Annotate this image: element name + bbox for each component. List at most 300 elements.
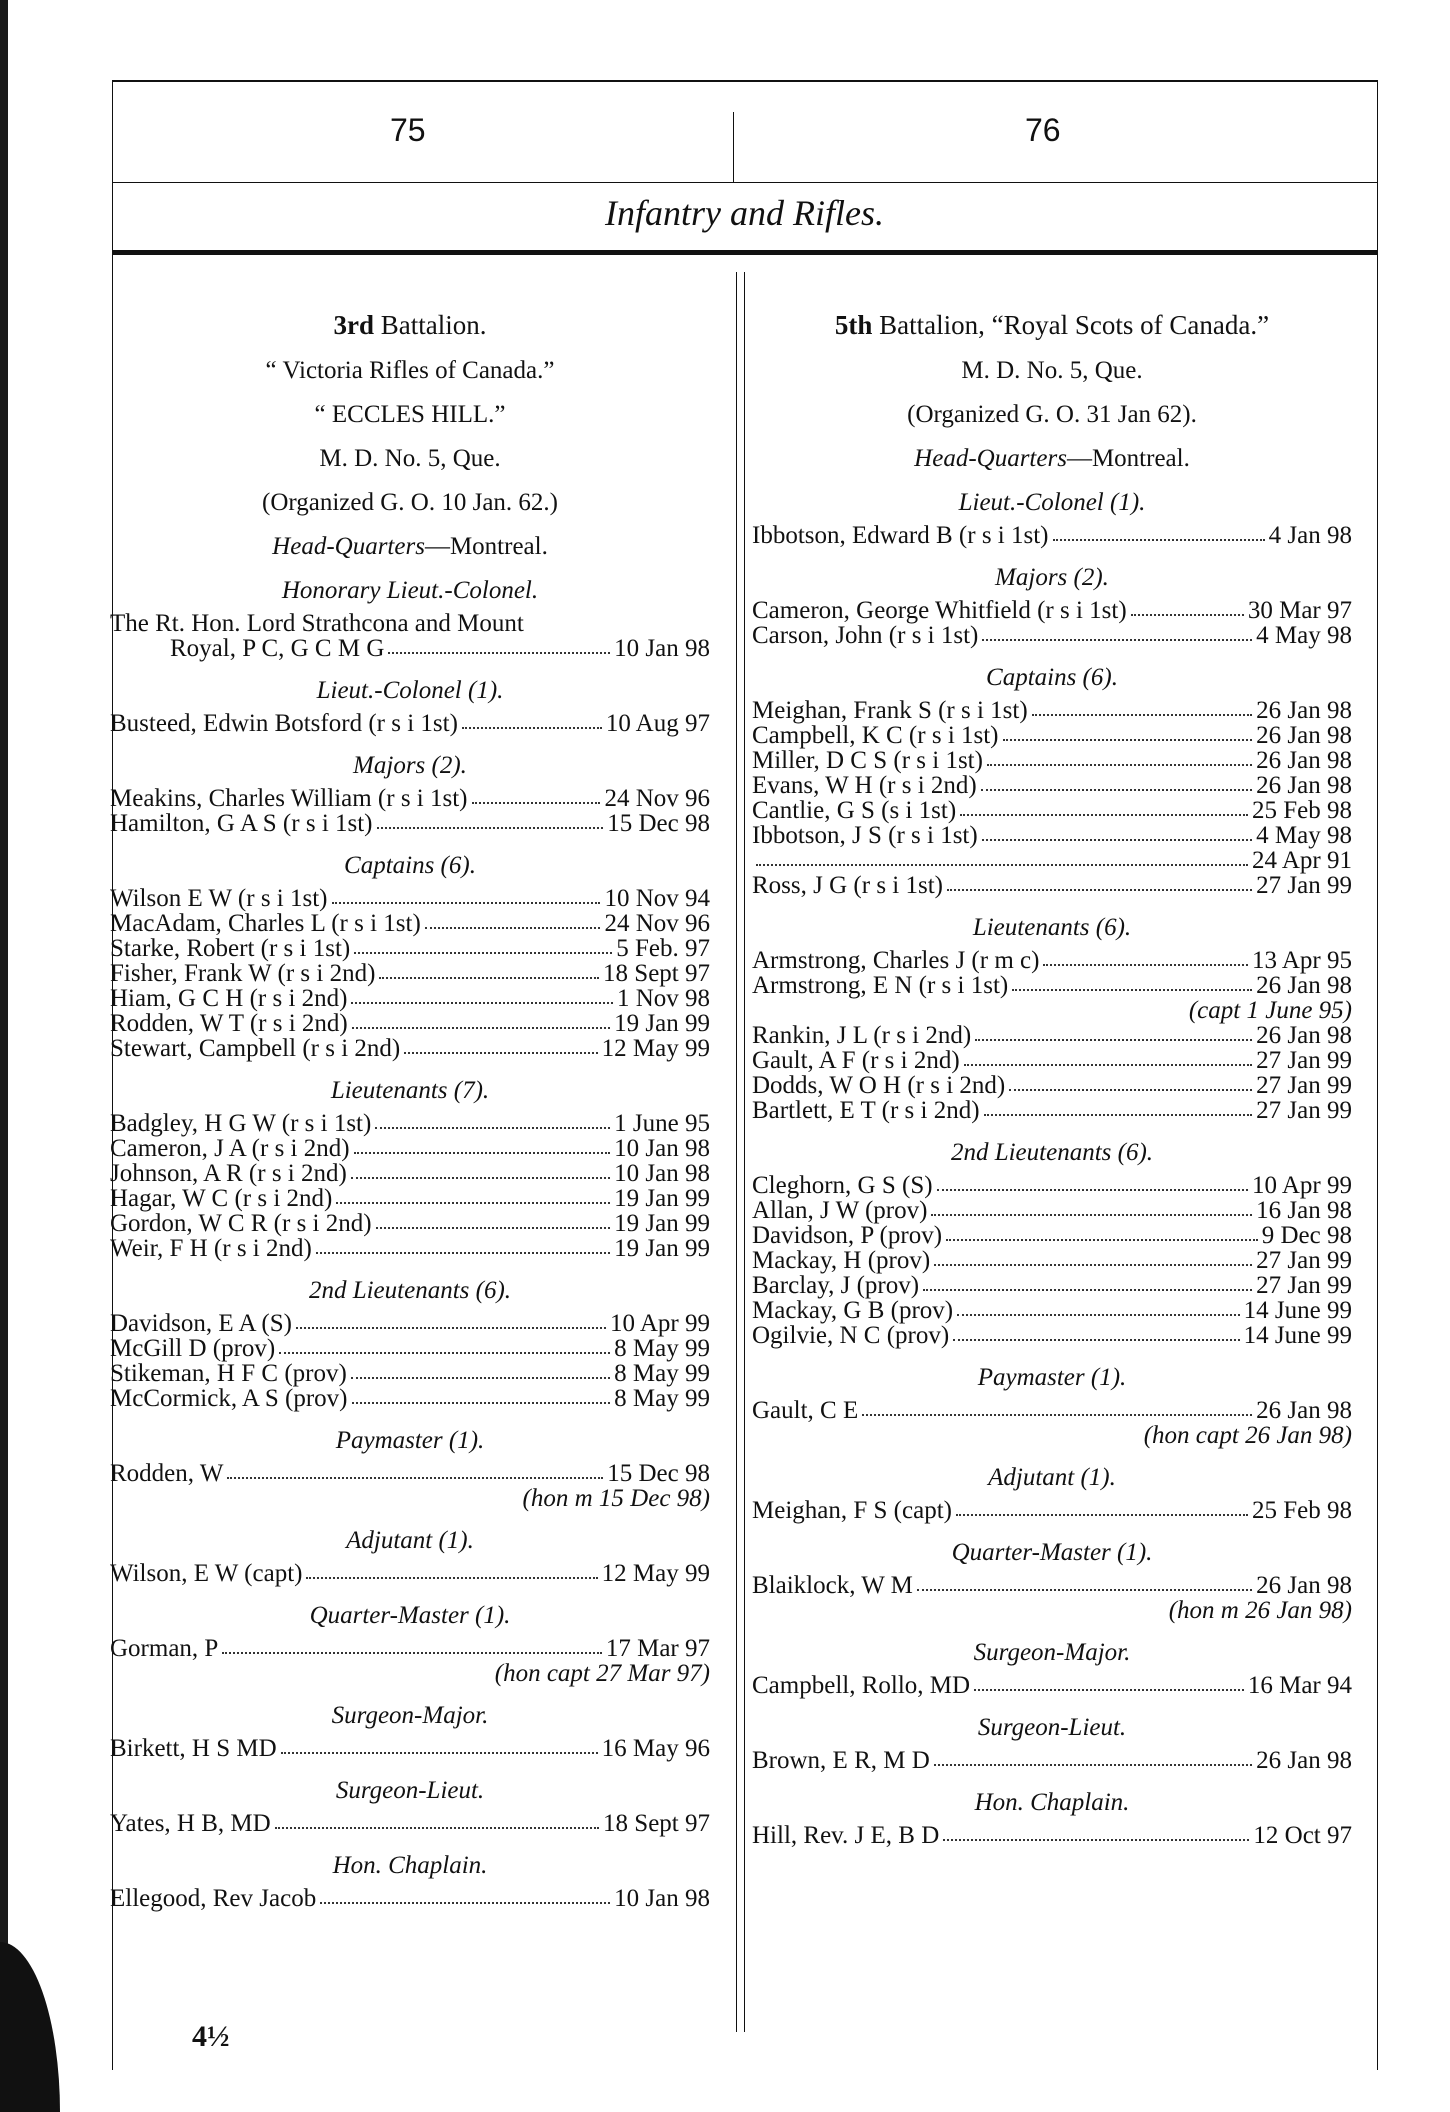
entry-name: Davidson, E A (S) — [110, 1310, 292, 1337]
rank-section — [110, 1077, 710, 1261]
leader-dots — [296, 1311, 606, 1329]
roster-entry — [752, 598, 1352, 623]
entry-date: 25 Feb 98 — [1252, 797, 1352, 824]
leader-dots — [377, 811, 604, 829]
entry-name: Hiam, G C H (r s i 2nd) — [110, 985, 348, 1012]
rank-section — [752, 1464, 1352, 1523]
hq-label: Head-Quarters — [914, 445, 1067, 472]
page-corner-shadow — [0, 1942, 60, 2112]
rank-heading: Hon. Chaplain. — [974, 1789, 1130, 1816]
leader-dots — [306, 1561, 597, 1579]
entry-date: 25 Feb 98 — [1252, 1497, 1352, 1524]
entry-name: Ibbotson, Edward B (r s i 1st) — [752, 522, 1049, 549]
rank-section — [752, 1539, 1352, 1623]
rank-section — [752, 664, 1352, 898]
entry-name: Armstrong, E N (r s i 1st) — [752, 972, 1009, 999]
leader-dots — [956, 1498, 1248, 1516]
page-number-right: 76 — [1025, 112, 1061, 148]
entry-date: 1 June 95 — [614, 1110, 710, 1137]
leader-dots — [1053, 523, 1265, 541]
entry-name: Mackay, G B (prov) — [752, 1297, 954, 1324]
leader-dots — [923, 1273, 1252, 1291]
leader-dots — [982, 823, 1252, 841]
entry-date: 12 May 99 — [601, 1035, 710, 1062]
leader-dots — [957, 1298, 1240, 1316]
roster-entry — [110, 886, 710, 911]
entry-date: 13 Apr 95 — [1252, 947, 1352, 974]
roster-entry — [752, 1398, 1352, 1423]
rank-section — [752, 1639, 1352, 1698]
military-district: M. D. No. 5, Que. — [961, 357, 1143, 384]
roster-entry — [752, 1748, 1352, 1773]
leader-dots — [975, 1023, 1252, 1041]
entry-date: 26 Jan 98 — [1256, 1022, 1352, 1049]
roster-entry — [752, 1223, 1352, 1248]
rank-section — [110, 1602, 710, 1686]
entry-date: 24 Nov 96 — [604, 785, 710, 812]
roster-entry — [110, 811, 710, 836]
rank-heading: Lieutenants (6). — [972, 914, 1132, 941]
rank-section — [110, 1427, 710, 1511]
entry-date: 24 Nov 96 — [604, 910, 710, 937]
leader-dots — [375, 1111, 610, 1129]
roster-entry — [752, 1173, 1352, 1198]
entry-name: Ogilvie, N C (prov) — [752, 1322, 950, 1349]
rank-section — [110, 752, 710, 836]
entry-date: 1 Nov 98 — [616, 985, 710, 1012]
roster-entry — [752, 1323, 1352, 1348]
entry-date: 26 Jan 98 — [1256, 1747, 1352, 1774]
entry-name: Carson, John (r s i 1st) — [752, 622, 979, 649]
entry-date: 5 Feb. 97 — [616, 935, 710, 962]
rank-heading: Hon. Chaplain. — [332, 1852, 488, 1879]
roster-entry — [110, 611, 710, 636]
rank-heading: 2nd Lieutenants (6). — [950, 1139, 1154, 1166]
entry-name: Ellegood, Rev Jacob — [110, 1885, 317, 1912]
rank-section — [110, 1527, 710, 1586]
roster-entry — [752, 1073, 1352, 1098]
roster-entry — [110, 911, 710, 936]
roster-entry — [752, 1498, 1352, 1523]
roster-entry — [752, 523, 1352, 548]
roster-entry — [110, 1886, 710, 1911]
roster-entry — [752, 773, 1352, 798]
entry-date: 27 Jan 99 — [1256, 1272, 1352, 1299]
entry-name: Miller, D C S (r s i 1st) — [752, 747, 983, 774]
roster-entry — [110, 961, 710, 986]
entry-name: Wilson, E W (capt) — [110, 1560, 303, 1587]
leader-dots — [227, 1461, 603, 1479]
entry-name: Cameron, George Whitfield (r s i 1st) — [752, 597, 1127, 624]
leader-dots — [472, 786, 601, 804]
entry-date: 10 Jan 98 — [614, 1135, 710, 1162]
rank-section — [110, 852, 710, 1061]
hq-value: —Montreal. — [1066, 445, 1190, 472]
rank-heading: Paymaster (1). — [977, 1364, 1127, 1391]
entry-date: 12 May 99 — [601, 1560, 710, 1587]
entry-date: 26 Jan 98 — [1256, 697, 1352, 724]
roster-entry — [110, 786, 710, 811]
entry-name: Armstrong, Charles J (r m c) — [752, 947, 1040, 974]
rank-heading: Surgeon-Major. — [973, 1639, 1131, 1666]
right-column — [752, 310, 1352, 1848]
entry-name: Blaiklock, W M — [752, 1572, 913, 1599]
roster-entry — [752, 748, 1352, 773]
entry-name: Weir, F H (r s i 2nd) — [110, 1235, 312, 1262]
entry-date: 9 Dec 98 — [1261, 1222, 1352, 1249]
rank-section — [752, 564, 1352, 648]
entry-date: 4 May 98 — [1256, 622, 1352, 649]
roster-entry — [110, 936, 710, 961]
roster-entry — [752, 723, 1352, 748]
entry-note: (hon capt 26 Jan 98) — [1143, 1422, 1352, 1449]
leader-dots — [404, 1036, 597, 1054]
entry-name: Cantlie, G S (s i 1st) — [752, 797, 957, 824]
entry-date: 26 Jan 98 — [1256, 747, 1352, 774]
entry-date: 4 May 98 — [1256, 822, 1352, 849]
entry-date: 12 Oct 97 — [1253, 1822, 1352, 1849]
entry-date: 15 Dec 98 — [607, 1460, 710, 1487]
entry-name: McCormick, A S (prov) — [110, 1385, 348, 1412]
leader-dots — [934, 1248, 1252, 1266]
roster-entry — [110, 711, 710, 736]
left-column — [110, 310, 710, 1911]
entry-name: Evans, W H (r s i 2nd) — [752, 772, 977, 799]
header-rule-top — [112, 80, 1377, 82]
leader-dots — [425, 911, 601, 929]
leader-dots — [974, 1673, 1244, 1691]
header-divider — [733, 112, 734, 182]
rank-section — [110, 1852, 710, 1911]
leader-dots — [947, 873, 1252, 891]
roster-entry — [110, 1361, 710, 1386]
entry-name: Fisher, Frank W (r s i 2nd) — [110, 960, 376, 987]
roster-entry — [752, 1023, 1352, 1048]
entry-name: Meakins, Charles William (r s i 1st) — [110, 785, 468, 812]
entry-date: 27 Jan 99 — [1256, 1097, 1352, 1124]
leader-dots — [987, 748, 1252, 766]
entry-name: Dodds, W O H (r s i 2nd) — [752, 1072, 1006, 1099]
entry-name: Stikeman, H F C (prov) — [110, 1360, 347, 1387]
entry-name: Gordon, W C R (r s i 2nd) — [110, 1210, 372, 1237]
signature-mark: 4½ — [192, 2020, 230, 2053]
roster-entry — [110, 1811, 710, 1836]
battalion-heading — [752, 310, 1352, 341]
roster-entry — [110, 1636, 710, 1661]
entry-date: 27 Jan 99 — [1256, 1072, 1352, 1099]
roster-entry — [110, 636, 710, 661]
header-rule-bottom — [112, 250, 1377, 255]
leader-dots — [943, 1823, 1249, 1841]
leader-dots — [1003, 723, 1253, 741]
battalion-number: 3rd — [333, 310, 374, 340]
battalion-heading — [110, 310, 710, 341]
rank-heading: Majors (2). — [353, 752, 467, 779]
rank-section — [752, 914, 1352, 1123]
entry-name: Barclay, J (prov) — [752, 1272, 920, 1299]
rank-heading: Majors (2). — [995, 564, 1109, 591]
rank-section — [110, 1777, 710, 1836]
leader-dots — [320, 1886, 610, 1904]
entry-date: 10 Apr 99 — [1252, 1172, 1352, 1199]
entry-date: 19 Jan 99 — [614, 1235, 710, 1262]
entry-date: 10 Nov 94 — [604, 885, 710, 912]
entry-name: Royal, P C, G C M G — [170, 635, 385, 662]
roster-entry — [752, 1248, 1352, 1273]
leader-dots — [336, 1186, 610, 1204]
battalion-word: Battalion. — [380, 310, 487, 340]
entry-date: 10 Jan 98 — [614, 1885, 710, 1912]
entry-name: Campbell, K C (r s i 1st) — [752, 722, 999, 749]
entry-date: 19 Jan 99 — [614, 1210, 710, 1237]
rank-heading: Surgeon-Lieut. — [335, 1777, 485, 1804]
roster-entry — [752, 948, 1352, 973]
entry-date: 18 Sept 97 — [603, 960, 710, 987]
entry-name: Hamilton, G A S (r s i 1st) — [110, 810, 373, 837]
entry-name: The Rt. Hon. Lord Strathcona and Mount — [110, 610, 524, 637]
leader-dots — [351, 1361, 610, 1379]
entry-name: Allan, J W (prov) — [752, 1197, 928, 1224]
headquarters — [110, 533, 710, 561]
battalion-word: Battalion, “Royal Scots of Canada.” — [879, 310, 1270, 340]
section-title: Infantry and Rifles. — [605, 193, 884, 233]
entry-date: 17 Mar 97 — [605, 1635, 710, 1662]
entry-name: Gault, C E — [752, 1397, 859, 1424]
entry-date: 10 Apr 99 — [610, 1310, 710, 1337]
entry-note: (hon m 15 Dec 98) — [522, 1485, 710, 1512]
entry-name: Cleghorn, G S (S) — [752, 1172, 933, 1199]
entry-date: 19 Jan 99 — [614, 1010, 710, 1037]
headquarters — [752, 445, 1352, 473]
entry-name: Bartlett, E T (r s i 2nd) — [752, 1097, 980, 1124]
leader-dots — [354, 936, 612, 954]
rank-section — [110, 677, 710, 736]
leader-dots — [981, 773, 1252, 791]
leader-dots — [354, 1136, 611, 1154]
entry-date: 8 May 99 — [614, 1335, 710, 1362]
entry-name: Rodden, W T (r s i 2nd) — [110, 1010, 348, 1037]
roster-entry — [110, 1011, 710, 1036]
entry-date: 10 Jan 98 — [614, 1160, 710, 1187]
entry-name: Wilson E W (r s i 1st) — [110, 885, 328, 912]
leader-dots — [351, 1161, 610, 1179]
entry-date: 14 June 99 — [1243, 1297, 1352, 1324]
battalion-name: “ Victoria Rifles of Canada.” — [265, 357, 555, 384]
entry-note: (hon capt 27 Mar 97) — [494, 1660, 710, 1687]
rank-heading: Lieut.-Colonel (1). — [958, 489, 1146, 516]
rank-section — [110, 1277, 710, 1411]
entry-name: Rankin, J L (r s i 2nd) — [752, 1022, 972, 1049]
roster-entry — [752, 973, 1352, 998]
entry-name: Hill, Rev. J E, B D — [752, 1822, 940, 1849]
leader-dots — [388, 636, 610, 654]
entry-date: 8 May 99 — [614, 1360, 710, 1387]
entry-name: Cameron, J A (r s i 2nd) — [110, 1135, 350, 1162]
leader-dots — [352, 1011, 610, 1029]
page-number-left: 75 — [390, 112, 426, 148]
entry-date: 26 Jan 98 — [1256, 1572, 1352, 1599]
roster-entry — [110, 1561, 710, 1586]
leader-dots — [1131, 598, 1244, 616]
left-sections — [110, 577, 710, 1911]
entry-date: 19 Jan 99 — [614, 1185, 710, 1212]
roster-entry — [752, 1273, 1352, 1298]
entry-name: Yates, H B, MD — [110, 1810, 271, 1837]
roster-entry — [110, 1236, 710, 1261]
entry-date: 30 Mar 97 — [1247, 597, 1352, 624]
battalion-number: 5th — [834, 310, 873, 340]
leader-dots — [462, 711, 602, 729]
leader-dots — [379, 961, 599, 979]
column-divider — [744, 272, 745, 2032]
leader-dots — [376, 1211, 611, 1229]
leader-dots — [332, 886, 601, 904]
leader-dots — [982, 623, 1252, 641]
entry-date: 10 Jan 98 — [614, 635, 710, 662]
roster-entry — [110, 1461, 710, 1486]
entry-name: Birkett, H S MD — [110, 1735, 277, 1762]
entry-name: McGill D (prov) — [110, 1335, 276, 1362]
roster-entry — [752, 1823, 1352, 1848]
roster-entry — [752, 623, 1352, 648]
entry-note: (capt 1 June 95) — [1188, 997, 1352, 1024]
roster-entry — [110, 1136, 710, 1161]
leader-dots — [937, 1173, 1248, 1191]
rank-section — [110, 577, 710, 661]
leader-dots — [931, 1198, 1252, 1216]
roster-entry — [752, 1098, 1352, 1123]
leader-dots — [281, 1736, 598, 1754]
roster-entry — [110, 1736, 710, 1761]
roster-entry — [110, 1111, 710, 1136]
leader-dots — [279, 1336, 610, 1354]
roster-entry — [752, 848, 1352, 873]
rank-heading: Surgeon-Major. — [331, 1702, 489, 1729]
entry-date: 27 Jan 99 — [1256, 1047, 1352, 1074]
roster-entry — [110, 1311, 710, 1336]
roster-entry — [110, 1036, 710, 1061]
entry-date: 14 June 99 — [1243, 1322, 1352, 1349]
entry-date: 10 Aug 97 — [605, 710, 710, 737]
entry-name: Stewart, Campbell (r s i 2nd) — [110, 1035, 401, 1062]
leader-dots — [316, 1236, 610, 1254]
roster-entry — [752, 1298, 1352, 1323]
leader-dots — [917, 1573, 1252, 1591]
leader-dots — [934, 1748, 1252, 1766]
leader-dots — [351, 986, 612, 1004]
hq-value: —Montreal. — [424, 533, 548, 560]
column-divider-inner — [736, 272, 737, 2032]
entry-name: Meighan, F S (capt) — [752, 1497, 952, 1524]
entry-name: Gorman, P — [110, 1635, 219, 1662]
rank-heading: Lieut.-Colonel (1). — [316, 677, 504, 704]
entry-date: 24 Apr 91 — [1252, 847, 1352, 874]
entry-date: 18 Sept 97 — [603, 1810, 710, 1837]
roster-entry — [110, 986, 710, 1011]
rank-section — [752, 1714, 1352, 1773]
roster-entry — [110, 1386, 710, 1411]
roster-entry — [752, 698, 1352, 723]
rank-section — [752, 1789, 1352, 1848]
roster-entry — [110, 1161, 710, 1186]
entry-date: 16 Mar 94 — [1247, 1672, 1352, 1699]
leader-dots — [953, 1323, 1239, 1341]
leader-dots — [1012, 973, 1252, 991]
entry-date: 16 Jan 98 — [1256, 1197, 1352, 1224]
entry-name: Brown, E R, M D — [752, 1747, 930, 1774]
leader-dots — [1032, 698, 1253, 716]
entry-date: 4 Jan 98 — [1268, 522, 1352, 549]
roster-entry — [752, 873, 1352, 898]
roster-entry — [752, 1673, 1352, 1698]
entry-name: Ibbotson, J S (r s i 1st) — [752, 822, 978, 849]
entry-name: Johnson, A R (r s i 2nd) — [110, 1160, 347, 1187]
entry-name: Starke, Robert (r s i 1st) — [110, 935, 351, 962]
rank-heading: Paymaster (1). — [335, 1427, 485, 1454]
entry-name: Busteed, Edwin Botsford (r s i 1st) — [110, 710, 458, 737]
leader-dots — [964, 1048, 1253, 1066]
rank-heading: Adjutant (1). — [346, 1527, 474, 1554]
rank-section — [110, 1702, 710, 1761]
leader-dots — [862, 1398, 1252, 1416]
entry-name: Campbell, Rollo, MD — [752, 1672, 971, 1699]
entry-name: Rodden, W — [110, 1460, 224, 1487]
leader-dots — [756, 848, 1248, 866]
entry-name: Gault, A F (r s i 2nd) — [752, 1047, 960, 1074]
rank-heading: Surgeon-Lieut. — [977, 1714, 1127, 1741]
entry-name: Ross, J G (r s i 1st) — [752, 872, 943, 899]
organized-note: (Organized G. O. 31 Jan 62). — [907, 401, 1197, 428]
entry-date: 26 Jan 98 — [1256, 1397, 1352, 1424]
leader-dots — [222, 1636, 602, 1654]
entry-date: 26 Jan 98 — [1256, 722, 1352, 749]
entry-name: Hagar, W C (r s i 2nd) — [110, 1185, 333, 1212]
rank-heading: Lieutenants (7). — [330, 1077, 490, 1104]
leader-dots — [984, 1098, 1253, 1116]
right-sections — [752, 489, 1352, 1848]
rank-heading: Adjutant (1). — [988, 1464, 1116, 1491]
roster-entry — [752, 1048, 1352, 1073]
book-spine — [0, 0, 8, 2112]
rank-heading: Quarter-Master (1). — [309, 1602, 511, 1629]
roster-entry — [752, 1573, 1352, 1598]
hq-label: Head-Quarters — [272, 533, 425, 560]
entry-date: 27 Jan 99 — [1256, 872, 1352, 899]
entry-date: 16 May 96 — [601, 1735, 710, 1762]
entry-date: 26 Jan 98 — [1256, 772, 1352, 799]
frame-right-rule — [1377, 80, 1378, 2070]
leader-dots — [275, 1811, 599, 1829]
rank-heading: 2nd Lieutenants (6). — [308, 1277, 512, 1304]
entry-name: Badgley, H G W (r s i 1st) — [110, 1110, 372, 1137]
entry-name: Mackay, H (prov) — [752, 1247, 931, 1274]
header-rule-mid — [112, 182, 1377, 183]
entry-name: Davidson, P (prov) — [752, 1222, 943, 1249]
military-district: M. D. No. 5, Que. — [319, 445, 501, 472]
rank-heading: Honorary Lieut.-Colonel. — [281, 577, 539, 604]
roster-entry — [752, 823, 1352, 848]
entry-date: 8 May 99 — [614, 1385, 710, 1412]
leader-dots — [960, 798, 1248, 816]
leader-dots — [1009, 1073, 1252, 1091]
rank-section — [752, 1364, 1352, 1448]
entry-name: Meighan, Frank S (r s i 1st) — [752, 697, 1028, 724]
rank-heading: Captains (6). — [344, 852, 476, 879]
organized-note: (Organized G. O. 10 Jan. 62.) — [262, 489, 558, 516]
rank-heading: Captains (6). — [986, 664, 1118, 691]
rank-section — [752, 1139, 1352, 1348]
entry-date: 26 Jan 98 — [1256, 972, 1352, 999]
